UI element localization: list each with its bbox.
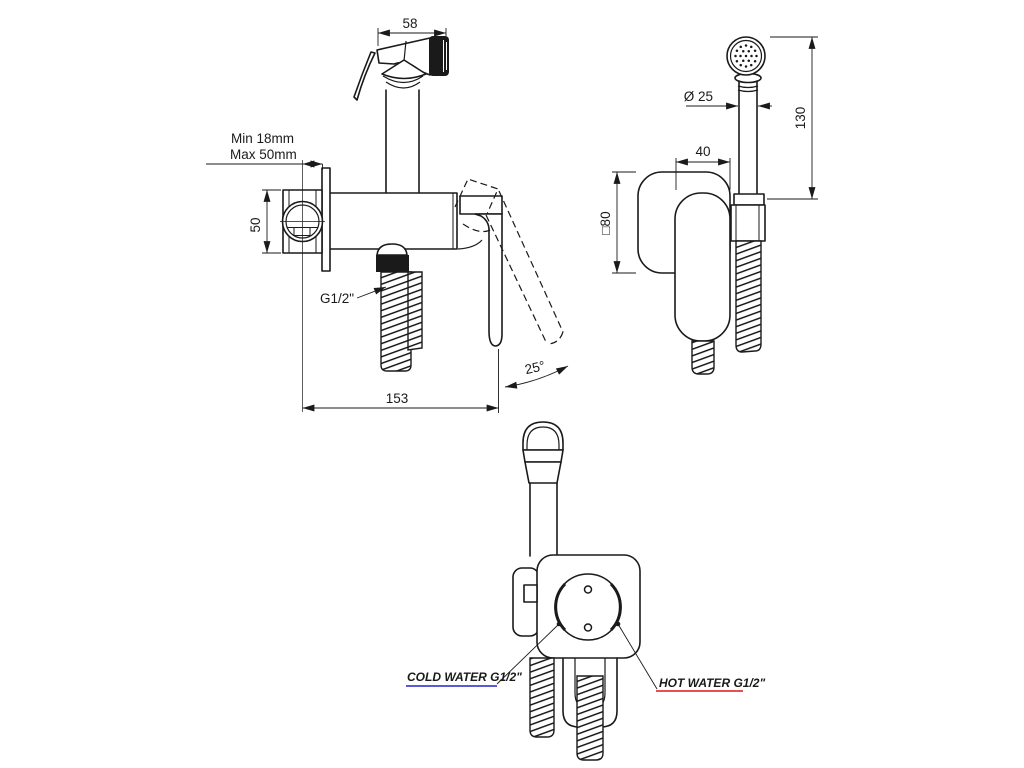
supply-hose-side xyxy=(692,341,714,374)
dim-valve-size xyxy=(248,190,281,253)
hose-thread-label: G1/2" xyxy=(320,291,355,306)
overall-width-value: 153 xyxy=(385,391,409,406)
head-width-value: 58 xyxy=(402,16,418,31)
wall-plate-bottom xyxy=(524,555,640,658)
label-hose-thread xyxy=(320,287,386,306)
wall-depth-min-label: Min 18mm xyxy=(231,131,295,146)
handle-angle-value: 25° xyxy=(523,358,547,378)
cold-water-label: COLD WATER G1/2" xyxy=(407,670,522,684)
hand-shower-side xyxy=(727,37,765,352)
hand-shower-bottom xyxy=(523,422,563,556)
body-depth-value: 40 xyxy=(695,144,711,159)
dim-handle-angle xyxy=(505,358,568,387)
head-diameter-value: Ø 25 xyxy=(683,89,713,104)
flex-hose-side xyxy=(736,241,761,352)
dim-shower-height xyxy=(767,37,818,199)
screw-hole-top xyxy=(585,586,592,593)
front-view xyxy=(206,16,568,413)
handle-cap xyxy=(460,196,502,214)
bottom-view xyxy=(406,422,765,760)
mixer-body-front xyxy=(280,160,457,412)
side-view xyxy=(598,37,818,374)
mixer-body xyxy=(329,193,457,249)
hot-water-label: HOT WATER G1/2" xyxy=(659,676,766,690)
mixer-body-side xyxy=(675,193,730,341)
dim-wall-depth xyxy=(206,131,323,170)
dim-head-diameter xyxy=(684,89,772,106)
trigger-lever xyxy=(354,52,375,100)
dim-plate-size xyxy=(598,172,636,273)
handle-lever-front xyxy=(455,179,563,346)
supply-hose-left xyxy=(530,658,554,737)
wall-depth-max-label: Max 50mm xyxy=(230,147,297,162)
valve-size-value: 50 xyxy=(248,217,263,233)
handle-lever xyxy=(475,214,502,346)
plate-size-value: □80 xyxy=(598,211,613,235)
shower-handle-post xyxy=(386,90,419,193)
hose-front xyxy=(376,244,422,371)
hand-shower-front xyxy=(354,36,449,193)
supply-hose-right xyxy=(577,676,603,760)
shower-height-value: 130 xyxy=(793,106,808,130)
hoses-bottom xyxy=(530,658,617,760)
hose-nut xyxy=(376,255,409,272)
screw-hole-bottom xyxy=(585,624,592,631)
